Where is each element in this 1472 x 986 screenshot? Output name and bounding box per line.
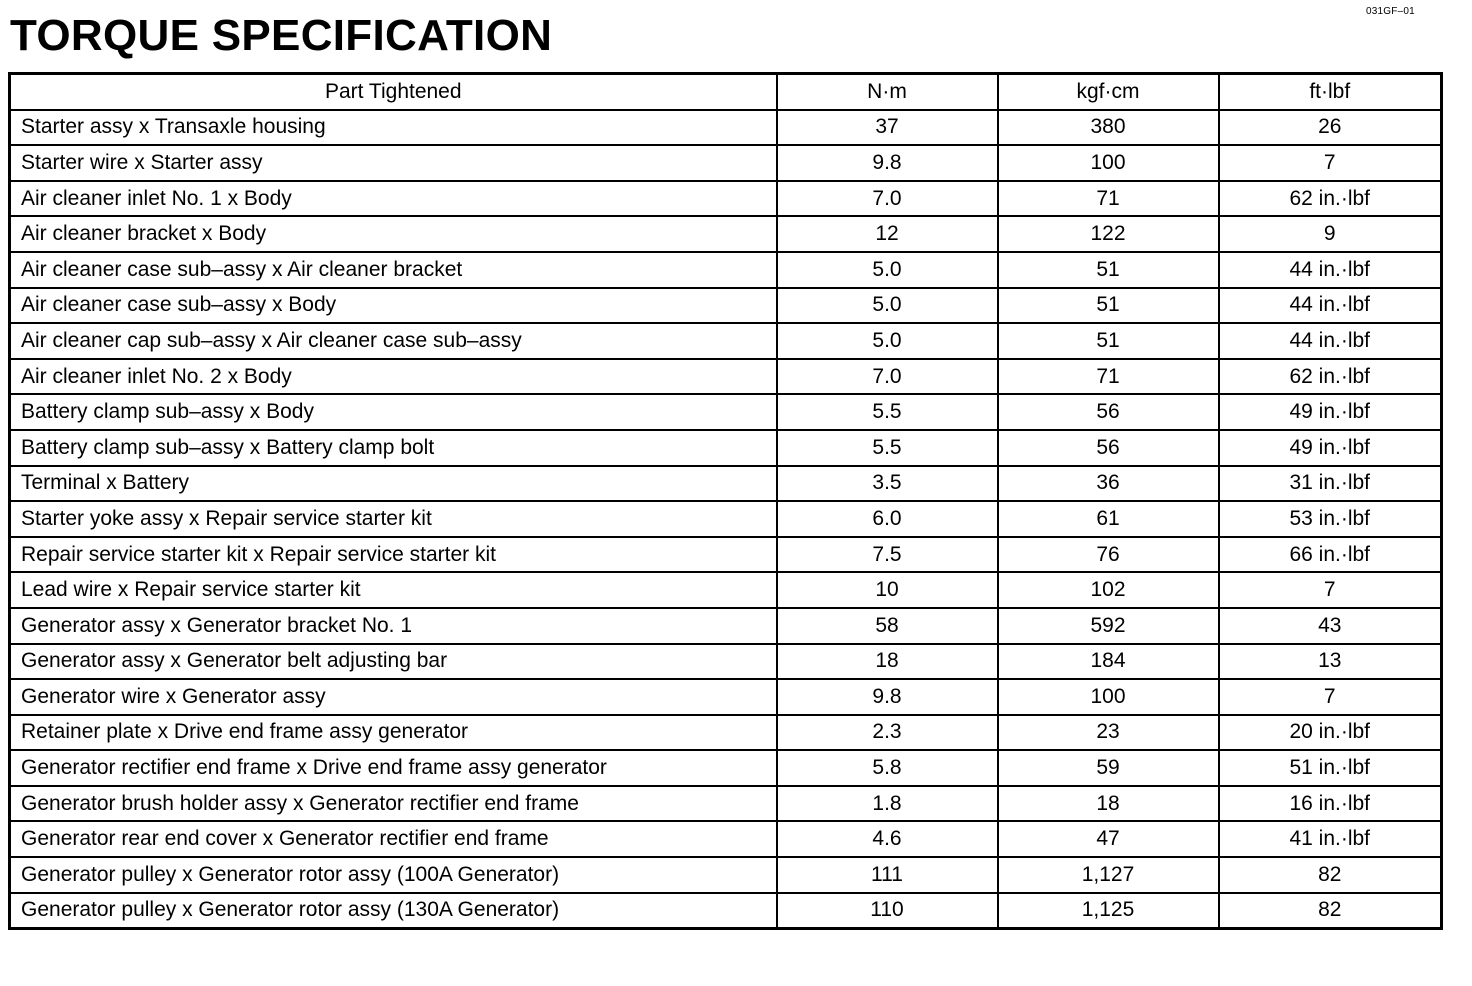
- part-tightened-cell: Repair service starter kit x Repair service starter kit: [10, 537, 777, 573]
- kgf-cm-value-cell: 23: [998, 715, 1219, 751]
- kgf-cm-value-cell: 51: [998, 288, 1219, 324]
- table-row: [10, 466, 1442, 502]
- part-tightened-cell: Battery clamp sub–assy x Body: [10, 394, 777, 430]
- header-kgf-cm: kgf·cm: [998, 74, 1219, 110]
- ft-lbf-value-cell: 53 in.·lbf: [1219, 501, 1442, 537]
- table-row: [10, 786, 1442, 822]
- kgf-cm-value-cell: 122: [998, 216, 1219, 252]
- part-tightened-cell: Air cleaner inlet No. 2 x Body: [10, 359, 777, 395]
- nm-value-cell: 1.8: [777, 786, 998, 822]
- kgf-cm-value-cell: 61: [998, 501, 1219, 537]
- table-row: [10, 679, 1442, 715]
- part-tightened-cell: Terminal x Battery: [10, 466, 777, 502]
- table-row: [10, 216, 1442, 252]
- part-tightened-cell: Air cleaner cap sub–assy x Air cleaner case sub–assy: [10, 323, 777, 359]
- ft-lbf-value-cell: 43: [1219, 608, 1442, 644]
- kgf-cm-value-cell: 51: [998, 252, 1219, 288]
- part-tightened-cell: Generator brush holder assy x Generator rectifier end frame: [10, 786, 777, 822]
- nm-value-cell: 18: [777, 644, 998, 680]
- kgf-cm-value-cell: 51: [998, 323, 1219, 359]
- kgf-cm-value-cell: 592: [998, 608, 1219, 644]
- kgf-cm-value-cell: 380: [998, 110, 1219, 146]
- ft-lbf-value-cell: 7: [1219, 145, 1442, 181]
- table-row: [10, 572, 1442, 608]
- nm-value-cell: 10: [777, 572, 998, 608]
- part-tightened-cell: Generator pulley x Generator rotor assy (130A Generator): [10, 893, 777, 929]
- nm-value-cell: 4.6: [777, 821, 998, 857]
- nm-value-cell: 3.5: [777, 466, 998, 502]
- ft-lbf-value-cell: 51 in.·lbf: [1219, 750, 1442, 786]
- nm-value-cell: 7.0: [777, 359, 998, 395]
- kgf-cm-value-cell: 100: [998, 145, 1219, 181]
- table-row: [10, 750, 1442, 786]
- ft-lbf-value-cell: 13: [1219, 644, 1442, 680]
- ft-lbf-value-cell: 44 in.·lbf: [1219, 252, 1442, 288]
- ft-lbf-value-cell: 62 in.·lbf: [1219, 359, 1442, 395]
- page-title: TORQUE SPECIFICATION: [10, 11, 553, 60]
- part-tightened-cell: Battery clamp sub–assy x Battery clamp bolt: [10, 430, 777, 466]
- table-row: [10, 893, 1442, 929]
- kgf-cm-value-cell: 59: [998, 750, 1219, 786]
- part-tightened-cell: Generator assy x Generator bracket No. 1: [10, 608, 777, 644]
- nm-value-cell: 6.0: [777, 501, 998, 537]
- part-tightened-cell: Generator wire x Generator assy: [10, 679, 777, 715]
- table-body: [10, 110, 1442, 929]
- header-ft-lbf: ft·lbf: [1219, 74, 1442, 110]
- ft-lbf-value-cell: 9: [1219, 216, 1442, 252]
- nm-value-cell: 111: [777, 857, 998, 893]
- nm-value-cell: 5.0: [777, 323, 998, 359]
- kgf-cm-value-cell: 71: [998, 359, 1219, 395]
- nm-value-cell: 9.8: [777, 679, 998, 715]
- ft-lbf-value-cell: 49 in.·lbf: [1219, 394, 1442, 430]
- nm-value-cell: 110: [777, 893, 998, 929]
- ft-lbf-value-cell: 7: [1219, 679, 1442, 715]
- table-row: [10, 857, 1442, 893]
- table-row: [10, 644, 1442, 680]
- table-row: [10, 110, 1442, 146]
- part-tightened-cell: Air cleaner case sub–assy x Air cleaner bracket: [10, 252, 777, 288]
- ft-lbf-value-cell: 44 in.·lbf: [1219, 288, 1442, 324]
- part-tightened-cell: Starter wire x Starter assy: [10, 145, 777, 181]
- table-row: [10, 323, 1442, 359]
- header-newton-meter: N·m: [777, 74, 998, 110]
- kgf-cm-value-cell: 1,127: [998, 857, 1219, 893]
- kgf-cm-value-cell: 56: [998, 394, 1219, 430]
- ft-lbf-value-cell: 49 in.·lbf: [1219, 430, 1442, 466]
- part-tightened-cell: Retainer plate x Drive end frame assy generator: [10, 715, 777, 751]
- table-row: [10, 501, 1442, 537]
- kgf-cm-value-cell: 184: [998, 644, 1219, 680]
- table-row: [10, 537, 1442, 573]
- kgf-cm-value-cell: 47: [998, 821, 1219, 857]
- table-row: [10, 394, 1442, 430]
- table-row: [10, 252, 1442, 288]
- nm-value-cell: 9.8: [777, 145, 998, 181]
- nm-value-cell: 7.0: [777, 181, 998, 217]
- ft-lbf-value-cell: 44 in.·lbf: [1219, 323, 1442, 359]
- kgf-cm-value-cell: 1,125: [998, 893, 1219, 929]
- part-tightened-cell: Starter yoke assy x Repair service starter kit: [10, 501, 777, 537]
- nm-value-cell: 12: [777, 216, 998, 252]
- table-row: [10, 288, 1442, 324]
- ft-lbf-value-cell: 41 in.·lbf: [1219, 821, 1442, 857]
- part-tightened-cell: Generator rectifier end frame x Drive end frame assy generator: [10, 750, 777, 786]
- table-row: [10, 608, 1442, 644]
- ft-lbf-value-cell: 20 in.·lbf: [1219, 715, 1442, 751]
- ft-lbf-value-cell: 66 in.·lbf: [1219, 537, 1442, 573]
- table-row: [10, 715, 1442, 751]
- part-tightened-cell: Generator pulley x Generator rotor assy (100A Generator): [10, 857, 777, 893]
- ft-lbf-value-cell: 82: [1219, 893, 1442, 929]
- part-tightened-cell: Lead wire x Repair service starter kit: [10, 572, 777, 608]
- ft-lbf-value-cell: 7: [1219, 572, 1442, 608]
- kgf-cm-value-cell: 56: [998, 430, 1219, 466]
- nm-value-cell: 37: [777, 110, 998, 146]
- table-row: [10, 430, 1442, 466]
- part-tightened-cell: Generator assy x Generator belt adjusting bar: [10, 644, 777, 680]
- kgf-cm-value-cell: 100: [998, 679, 1219, 715]
- nm-value-cell: 7.5: [777, 537, 998, 573]
- torque-spec-table: [8, 72, 1443, 930]
- nm-value-cell: 5.5: [777, 394, 998, 430]
- part-tightened-cell: Air cleaner bracket x Body: [10, 216, 777, 252]
- ft-lbf-value-cell: 82: [1219, 857, 1442, 893]
- document-code: 031GF–01: [1366, 6, 1415, 17]
- ft-lbf-value-cell: 26: [1219, 110, 1442, 146]
- kgf-cm-value-cell: 71: [998, 181, 1219, 217]
- kgf-cm-value-cell: 18: [998, 786, 1219, 822]
- nm-value-cell: 2.3: [777, 715, 998, 751]
- kgf-cm-value-cell: 102: [998, 572, 1219, 608]
- kgf-cm-value-cell: 36: [998, 466, 1219, 502]
- ft-lbf-value-cell: 31 in.·lbf: [1219, 466, 1442, 502]
- kgf-cm-value-cell: 76: [998, 537, 1219, 573]
- nm-value-cell: 5.8: [777, 750, 998, 786]
- table-row: [10, 145, 1442, 181]
- part-tightened-cell: Air cleaner inlet No. 1 x Body: [10, 181, 777, 217]
- header-part-tightened: Part Tightened: [10, 74, 777, 110]
- nm-value-cell: 5.0: [777, 288, 998, 324]
- nm-value-cell: 58: [777, 608, 998, 644]
- nm-value-cell: 5.5: [777, 430, 998, 466]
- part-tightened-cell: Generator rear end cover x Generator rectifier end frame: [10, 821, 777, 857]
- nm-value-cell: 5.0: [777, 252, 998, 288]
- part-tightened-cell: Starter assy x Transaxle housing: [10, 110, 777, 146]
- ft-lbf-value-cell: 16 in.·lbf: [1219, 786, 1442, 822]
- table-row: [10, 821, 1442, 857]
- ft-lbf-value-cell: 62 in.·lbf: [1219, 181, 1442, 217]
- table-row: [10, 181, 1442, 217]
- table-header-row: [10, 74, 1442, 110]
- part-tightened-cell: Air cleaner case sub–assy x Body: [10, 288, 777, 324]
- table-row: [10, 359, 1442, 395]
